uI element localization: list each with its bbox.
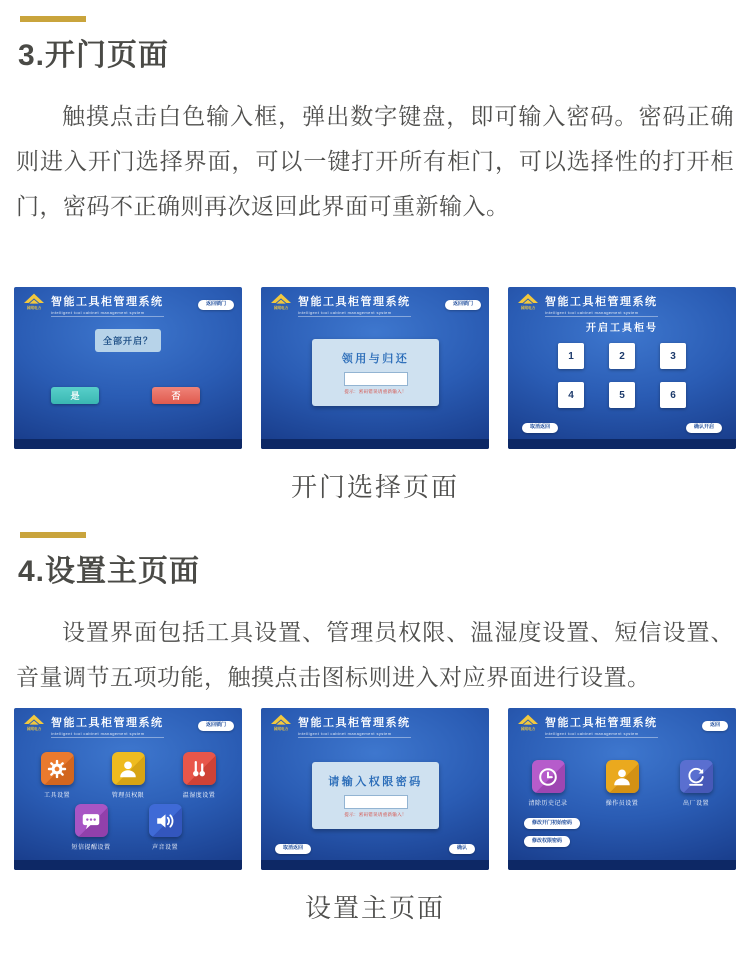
screenshot-borrow-return xyxy=(261,287,489,449)
app-header xyxy=(269,714,481,738)
confirm-open-button[interactable]: 确认开启 xyxy=(686,423,722,434)
section-accent-bar xyxy=(20,532,86,538)
reset-icon xyxy=(685,766,707,788)
app-logo xyxy=(269,293,293,311)
section3-screenshot-row xyxy=(0,287,750,449)
open-all-prompt: 全部开启？ xyxy=(95,329,161,352)
panel-title: 领用与归还 xyxy=(341,353,410,365)
no-button[interactable]: 否 xyxy=(152,387,200,404)
cabinet-button-5[interactable]: 5 xyxy=(609,382,635,408)
thermometer-icon xyxy=(188,758,210,780)
app-title: 智能工具柜管理系统 xyxy=(545,717,658,729)
user-icon xyxy=(611,766,633,788)
cabinet-button-6[interactable]: 6 xyxy=(660,382,686,408)
app-header xyxy=(22,714,234,738)
app-title: 智能工具柜管理系统 xyxy=(298,717,411,729)
operator-settings-tile[interactable] xyxy=(596,760,648,807)
cabinet-grid xyxy=(508,343,736,408)
sms-settings-tile[interactable] xyxy=(65,804,117,851)
app-title-block xyxy=(51,714,164,738)
app-title-block xyxy=(545,714,658,738)
screen-bottom-strip xyxy=(508,860,736,870)
section-accent-bar xyxy=(20,16,86,22)
tile-label: 工具设置 xyxy=(43,793,70,799)
app-title: 智能工具柜管理系统 xyxy=(51,717,164,729)
app-header xyxy=(22,293,234,317)
app-logo xyxy=(516,714,540,732)
password-input[interactable] xyxy=(344,795,408,809)
screen-bottom-strip xyxy=(14,439,242,449)
app-logo xyxy=(22,714,46,732)
screenshot-settings-main xyxy=(14,708,242,870)
app-logo xyxy=(516,293,540,311)
back-lock-button[interactable]: 返回锁门 xyxy=(198,300,234,311)
app-subtitle: intelligent tool cabinet management system xyxy=(51,310,164,317)
app-subtitle: intelligent tool cabinet management system xyxy=(298,731,411,738)
logo-text: 国网电力 xyxy=(520,305,536,310)
roof-logo-icon xyxy=(23,714,45,726)
app-title-block xyxy=(298,293,411,317)
section3-heading: 3.开门页面 xyxy=(18,39,170,72)
back-lock-button[interactable]: 返回锁门 xyxy=(445,300,481,311)
tile-label: 温湿度设置 xyxy=(182,793,216,799)
logo-text: 国网电力 xyxy=(26,305,42,310)
cabinet-button-4[interactable]: 4 xyxy=(558,382,584,408)
cabinet-button-3[interactable]: 3 xyxy=(660,343,686,369)
section3-caption: 开门选择页面 xyxy=(290,472,459,502)
app-logo xyxy=(22,293,46,311)
admin-rights-tile[interactable] xyxy=(102,752,154,799)
admin-tile-row xyxy=(508,760,736,807)
tile-label: 声音设置 xyxy=(151,845,178,851)
app-header xyxy=(516,293,728,317)
roof-logo-icon xyxy=(517,714,539,726)
section4-screenshot-row xyxy=(0,708,750,870)
app-title: 智能工具柜管理系统 xyxy=(51,296,164,308)
roof-logo-icon xyxy=(270,714,292,726)
app-title-block xyxy=(51,293,164,317)
app-logo xyxy=(269,714,293,732)
cancel-return-button[interactable]: 取消返回 xyxy=(522,423,558,434)
logo-text: 国网电力 xyxy=(273,726,289,731)
panel-title: 请输入权限密码 xyxy=(328,776,423,788)
cabinet-button-2[interactable]: 2 xyxy=(609,343,635,369)
gear-icon xyxy=(46,758,68,780)
yes-button[interactable]: 是 xyxy=(51,387,99,404)
app-title: 智能工具柜管理系统 xyxy=(298,296,411,308)
password-panel xyxy=(312,339,439,406)
roof-logo-icon xyxy=(23,293,45,305)
app-header xyxy=(269,293,481,317)
screenshot-open-all xyxy=(14,287,242,449)
app-subtitle: intelligent tool cabinet management system xyxy=(51,731,164,738)
screenshot-cabinet-select xyxy=(508,287,736,449)
section3-paragraph: 触摸点击白色输入框，弹出数字键盘，即可输入密码。密码正确则进入开门选择界面，可以一键打开所有柜门，可以选择性的打开柜门，密码不正确则再次返回此界面可重新输入。 xyxy=(16,103,734,219)
screenshot-auth-password xyxy=(261,708,489,870)
clock-icon xyxy=(537,766,559,788)
factory-reset-tile[interactable] xyxy=(670,760,722,807)
back-lock-button[interactable]: 返回锁门 xyxy=(198,721,234,732)
sound-settings-tile[interactable] xyxy=(139,804,191,851)
app-title-block xyxy=(545,293,658,317)
password-input[interactable] xyxy=(344,372,408,386)
auth-password-panel xyxy=(312,762,439,829)
tile-label: 短信提醒设置 xyxy=(71,845,111,851)
app-subtitle: intelligent tool cabinet management system xyxy=(545,731,658,738)
roof-logo-icon xyxy=(270,293,292,305)
screen-bottom-strip xyxy=(14,860,242,870)
app-title-block xyxy=(298,714,411,738)
logo-text: 国网电力 xyxy=(26,726,42,731)
tile-label: 清除历史记录 xyxy=(528,801,568,807)
cancel-return-button[interactable]: 取消返回 xyxy=(275,844,311,855)
speaker-icon xyxy=(154,810,176,832)
app-subtitle: intelligent tool cabinet management system xyxy=(298,310,411,317)
cabinet-select-title: 开启工具柜号 xyxy=(586,323,658,334)
logo-text: 国网电力 xyxy=(273,305,289,310)
section4-heading: 4.设置主页面 xyxy=(18,555,201,588)
confirm-button[interactable]: 确认 xyxy=(449,844,475,855)
temp-humidity-tile[interactable] xyxy=(173,752,225,799)
password-error-hint: 提示：密码错误请重新输入！ xyxy=(344,389,407,394)
change-auth-password-button[interactable]: 修改权限密码 xyxy=(524,836,570,847)
logo-text: 国网电力 xyxy=(520,726,536,731)
screen-bottom-strip xyxy=(261,860,489,870)
tile-label: 管理员权限 xyxy=(111,793,145,799)
cabinet-button-1[interactable]: 1 xyxy=(558,343,584,369)
roof-logo-icon xyxy=(517,293,539,305)
clear-history-tile[interactable] xyxy=(522,760,574,807)
back-button[interactable]: 返回 xyxy=(702,721,728,732)
user-icon xyxy=(117,758,139,780)
screen-bottom-strip xyxy=(261,439,489,449)
settings-tile-row-2 xyxy=(14,804,242,851)
message-icon xyxy=(80,810,102,832)
change-door-password-button[interactable]: 修改开门初始密码 xyxy=(524,818,580,829)
screenshot-admin-settings xyxy=(508,708,736,870)
password-error-hint: 提示：密码错误请重新输入！ xyxy=(344,812,407,817)
section4-paragraph: 设置界面包括工具设置、管理员权限、温湿度设置、短信设置、音量调节五项功能，触摸点击图标则进入对应界面进行设置。 xyxy=(16,619,734,690)
settings-tile-row-1 xyxy=(14,752,242,799)
tool-settings-tile[interactable] xyxy=(31,752,83,799)
screen-bottom-strip xyxy=(508,439,736,449)
app-title: 智能工具柜管理系统 xyxy=(545,296,658,308)
tile-label: 操作员设置 xyxy=(605,801,639,807)
app-header xyxy=(516,714,728,738)
tile-label: 出厂设置 xyxy=(682,801,709,807)
section4-caption: 设置主页面 xyxy=(304,893,445,923)
app-subtitle: intelligent tool cabinet management system xyxy=(545,310,658,317)
